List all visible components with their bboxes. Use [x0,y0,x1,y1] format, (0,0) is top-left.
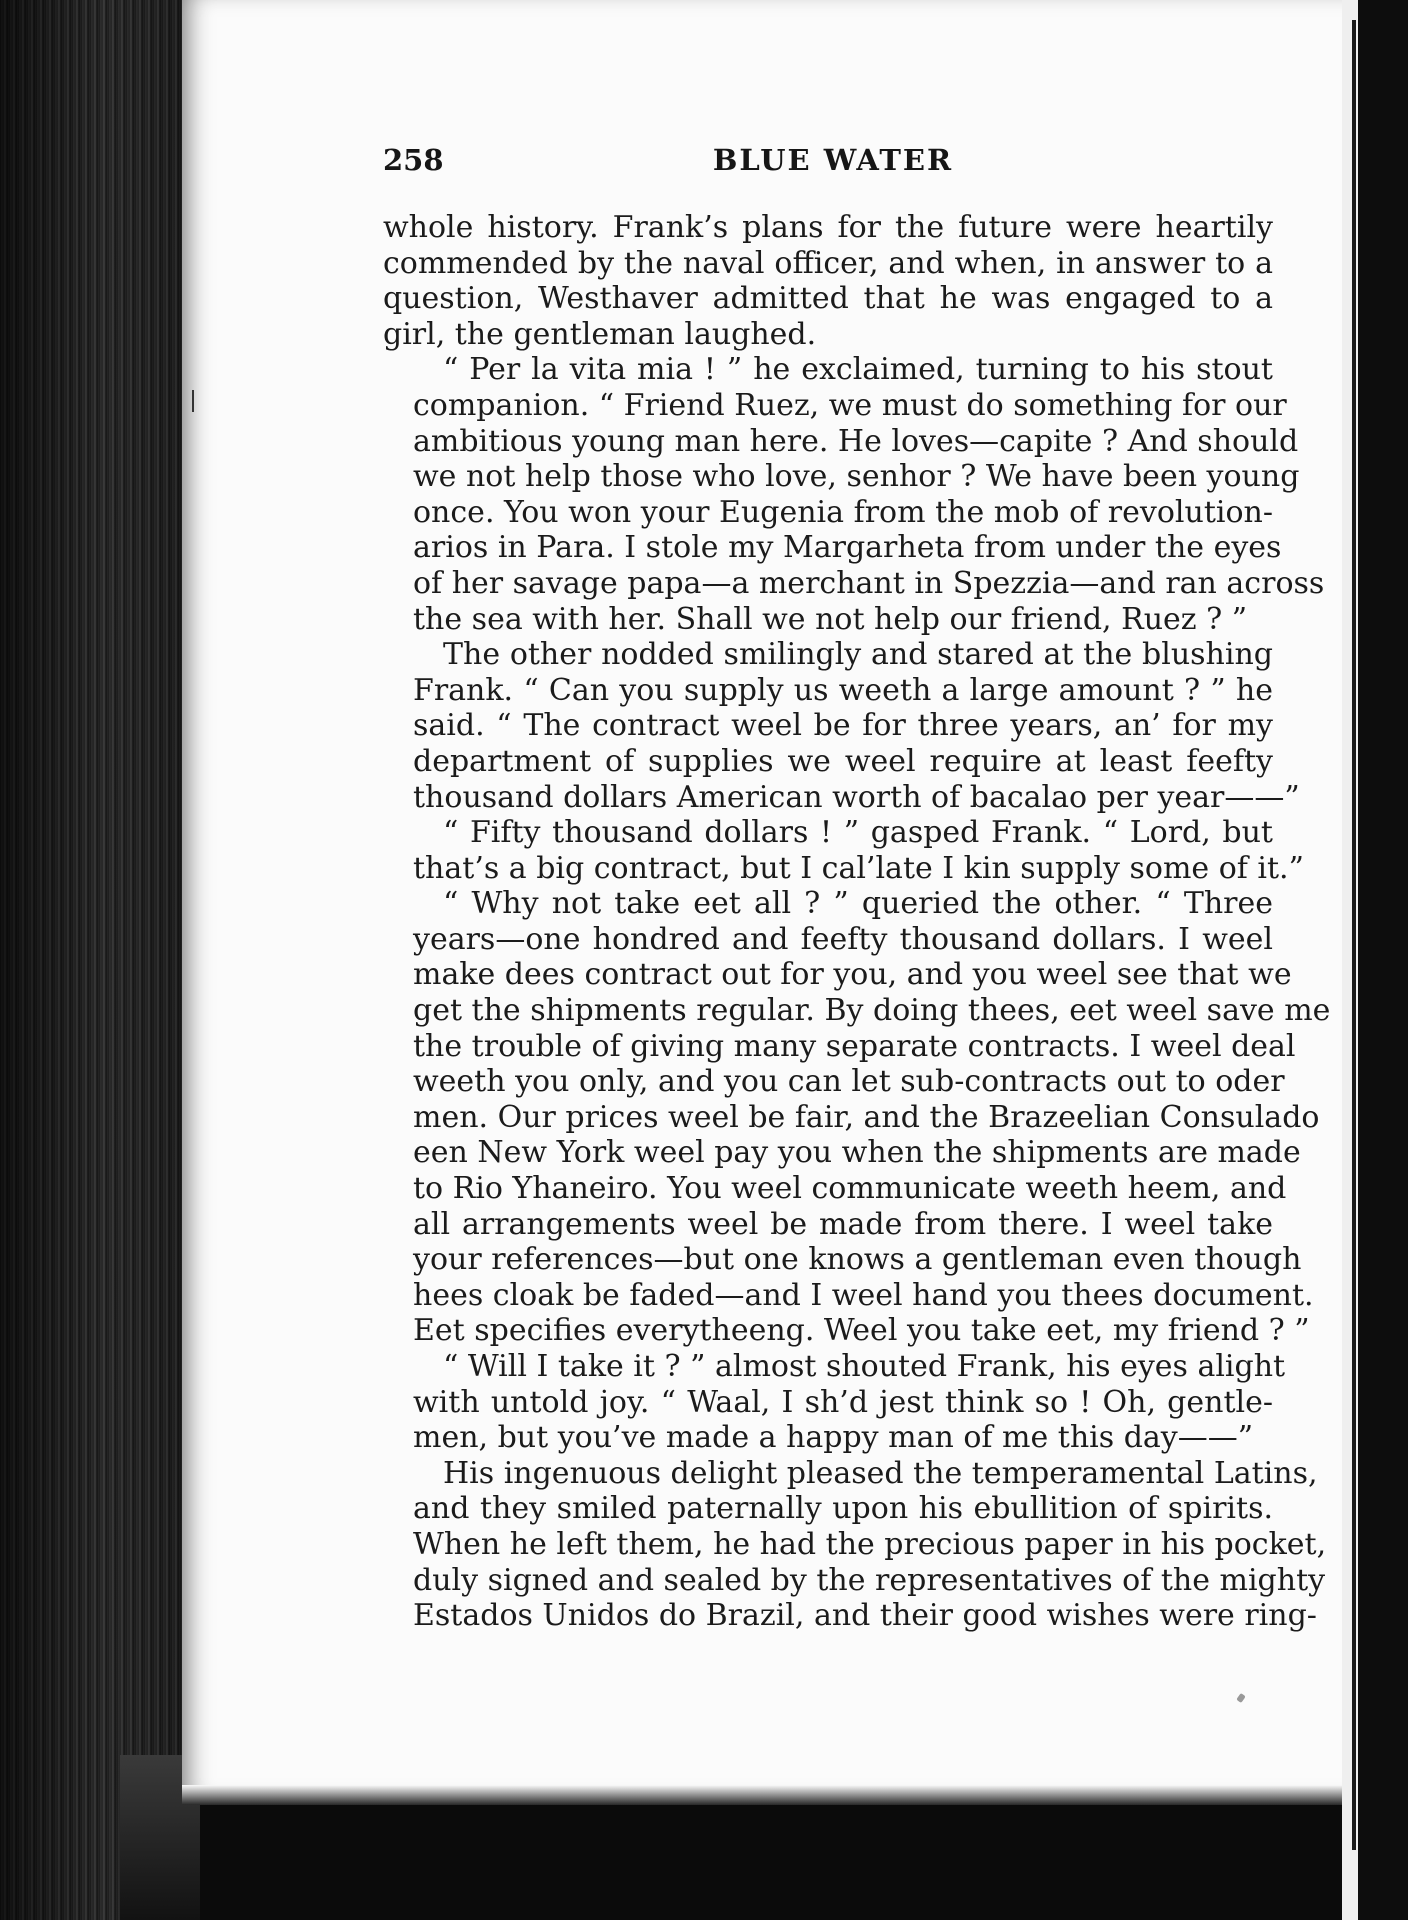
margin-mark [192,390,194,412]
running-head: BLUE WATER [712,143,954,177]
text-line: once. You won your Eugenia from the mob of revolution- [413,494,1273,530]
text-line: to Rio Yhaneiro. You weel communicate weeth heem, and [413,1171,1287,1207]
text-line: weeth you only, and you can let sub-contracts out to oder [413,1064,1285,1100]
page-edges-shadow [0,0,190,1920]
text-line: whole history. Frank’s plans for the future were heartily [383,210,1273,245]
text-line: get the shipments regular. By doing thees, eet weel save me [413,993,1331,1029]
body-text [383,210,1331,1634]
text-line: Estados Unidos do Brazil, and their good wishes were ring- [413,1598,1317,1634]
text-line: make dees contract out for you, and you weel see that we [413,957,1292,993]
text-line: said. “ The contract weel be for three years, an’ for my [413,708,1273,744]
text-line: ambitious young man here. He loves—capite ? And should [413,423,1299,459]
text-line: the sea with her. Shall we not help our friend, Ruez ? ” [413,601,1248,637]
text-line: “ Why not take eet all ? ” queried the other. “ Three [443,886,1273,922]
scan-margin [1358,0,1408,1920]
page-bottom-edge [182,1785,1342,1805]
paragraph [383,1455,1327,1634]
binding-line [1352,20,1356,1850]
text-line: and they smiled paternally upon his ebullition of spirits. [413,1491,1273,1527]
text-line: arios in Para. I stole my Margarheta from under the eyes [413,530,1282,566]
paragraph [383,210,1273,352]
text-line: your references—but one knows a gentleman even though [413,1242,1302,1278]
text-line: we not help those who love, senhor ? We have been young [413,459,1300,495]
text-line: Frank. “ Can you supply us weeth a large amount ? ” he [413,672,1273,708]
page-number: 258 [383,143,444,177]
text-line: men, but you’ve made a happy man of me this day——” [413,1420,1254,1456]
text-line: companion. “ Friend Ruez, we must do something for our [413,387,1287,423]
text-line: thousand dollars American worth of bacalao per year——” [413,779,1300,815]
text-line: question, Westhaver admitted that he was engaged to a [383,281,1273,317]
text-line: all arrangements weel be made from there. I weel take [413,1206,1273,1242]
text-line: years—one hondred and feefty thousand dollars. I weel [413,921,1273,957]
text-line: department of supplies we weel require at least feefty [413,743,1273,779]
text-line: with untold joy. “ Waal, I sh’d jest think so ! Oh, gentle- [413,1384,1273,1420]
text-line: His ingenuous delight pleased the temperamental Latins, [443,1455,1318,1491]
text-line: of her savage papa—a merchant in Spezzia—and ran across [413,565,1325,601]
text-line: hees cloak be faded—and I weel hand you thees document. [413,1277,1314,1313]
text-line: The other nodded smilingly and stared at the blushing [443,637,1273,673]
text-line: men. Our prices weel be fair, and the Brazeelian Consulado [413,1099,1320,1135]
text-line: een New York weel pay you when the shipments are made [413,1135,1301,1171]
text-line: girl, the gentleman laughed. [383,316,817,352]
text-line: duly signed and sealed by the representatives of the mighty [413,1562,1326,1598]
paragraph [383,815,1304,886]
page-header [383,143,1273,185]
text-line: “ Fifty thousand dollars ! ” gasped Frank. “ Lord, but [443,815,1273,851]
text-line: commended by the naval officer, and when, in answer to a [383,245,1273,281]
paragraph [383,1349,1286,1456]
text-line: When he left them, he had the precious paper in his pocket, [413,1526,1327,1562]
paragraph [383,637,1300,815]
paragraph [383,886,1331,1349]
text-line: that’s a big contract, but I cal’late I kin supply some of it.” [413,850,1304,886]
text-line: Eet specifies everytheeng. Weel you take eet, my friend ? ” [413,1313,1310,1349]
text-line: the trouble of giving many separate contracts. I weel deal [413,1028,1296,1064]
text-line: “ Will I take it ? ” almost shouted Frank, his eyes alight [443,1349,1286,1384]
text-line: “ Per la vita mia ! ” he exclaimed, turning to his stout [443,352,1273,388]
paragraph [383,352,1325,637]
